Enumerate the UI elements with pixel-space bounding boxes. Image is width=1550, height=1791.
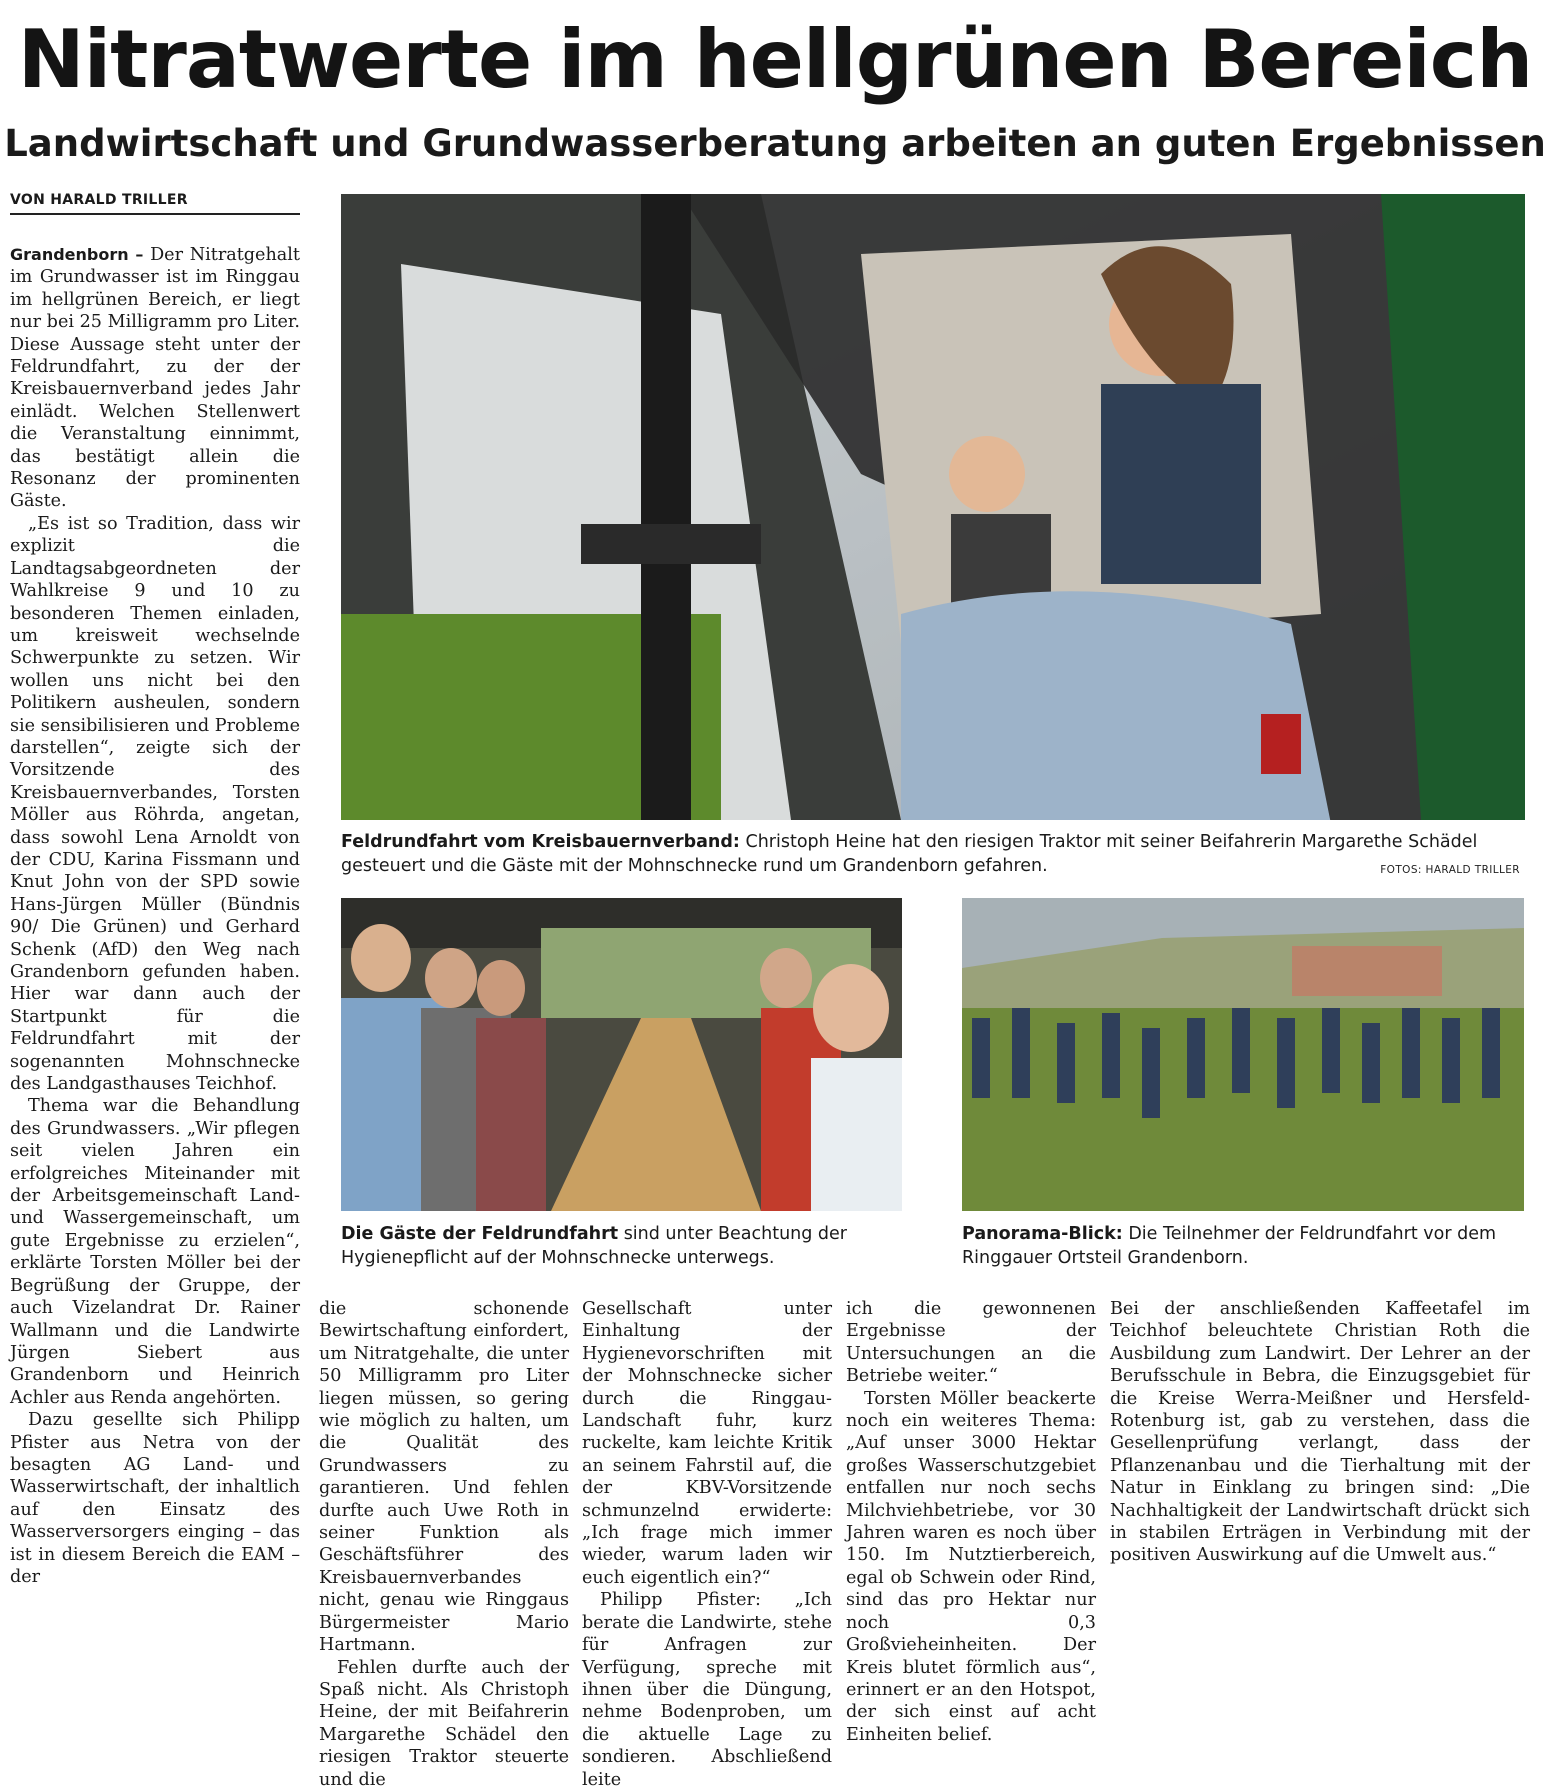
paragraph: Bei der anschließenden Kaffeetafel im Teichhof beleuchtete Christian Roth die Ausbildung zum Landwirt. Der Lehrer an der Berufsschule in Bebra, die Einzugsgebiet für die Kreise Werra-Meißner und Hersfeld-Rotenburg ist, gab zu verstehen, dass die Gesellenprüfung verlangt, dass der Pflanzenanbau und die Tierhaltung mit der Natur in Einklang zu bringen sind: „Die Nachhaltigkeit der Landwirtschaft drückt sich in stabilen Erträgen in Verbindung mit der positiven Auswirkung auf die Umwelt aus.“ [1110,1299,1530,1566]
paragraph: ich die gewonnenen Ergebnisse der Untersuchungen an die Betriebe weiter.“ [846,1299,1096,1387]
headline: Nitratwerte im hellgrünen Bereich [17,13,1533,106]
article-column-2 [319,1298,569,1791]
main-photo-caption [341,830,1525,878]
paragraph: Fehlen durfte auch der Spaß nicht. Als Christoph Heine, der mit Beifahrerin Margarethe Schädel den riesigen Traktor steuerte und die [319,1657,569,1790]
caption-text: Die Teilnehmer der Feldrundfahrt vor dem Ringgauer Ortsteil Grandenborn. [962,1224,1497,1268]
main-photo-tractor [341,194,1525,820]
paragraph: Gesellschaft unter Einhaltung der Hygienevorschriften mit der Mohnschnecke sicher durch die Ringgau-Landschaft fuhr, kurz ruckelte, kam leichte Kritik an seinem Fahrstil auf, die der KBV-Vorsitzende schmunzelnd erwiderte: „Ich frage mich immer wieder, warum laden wir euch eigentlich ein?“ [582,1299,832,1588]
caption-title: Panorama-Blick: [962,1224,1123,1244]
panorama-photo-caption [962,1222,1524,1270]
byline: VON HARALD TRILLER [10,192,300,215]
photo-credit: FOTOS: HARALD TRILLER [1380,864,1520,876]
paragraph: Thema war die Behandlung des Grundwassers. „Wir pflegen seit vielen Jahren ein erfolgreiches Miteinander mit der Arbeitsgemeinschaft Land- und Wassergemeinschaft, um gute Ergebnisse zu erzielen“, erklärte Torsten Möller bei der Begrüßung der Gruppe, der auch Vizelandrat Dr. Rainer Wallmann und die Landwirte Jürgen Siebert aus Grandenborn und Heinrich Achler aus Renda angehörten. [10,1096,300,1408]
guests-photo [341,898,902,1211]
paragraph [10,244,300,513]
article-column-3 [582,1298,832,1791]
paragraph: „Es ist so Tradition, dass wir explizit die Landtagsabgeordneten der Wahlkreise 9 und 10 zu besonderen Themen einladen, um kreisweit wechselnde Schwerpunkte zu setzen. Wir wollen uns nicht bei den Politikern ausheulen, sondern sie sensibilisieren und Probleme darstellen“, zeigte sich der Vorsitzende des Kreisbauernverbandes, Torsten Möller aus Röhrda, angetan, dass sowohl Lena Arnoldt von der CDU, Karina Fissmann und Knut John von der SPD sowie Hans-Jürgen Müller (Bündnis 90/ Die Grünen) und Gerhard Schenk (AfD) den Weg nach Grandenborn gefunden haben. Hier war dann auch der Startpunkt für die Feldrundfahrt mit der sogenannten Mohnschnecke des Landgasthauses Teichhof. [10,513,300,1095]
article-column-1 [10,244,300,1588]
article-column-5 [1110,1298,1530,1567]
article-column-4 [846,1298,1096,1746]
paragraph-text: Der Nitratgehalt im Grundwasser ist im Ringgau im hellgrünen Bereich, er liegt nur bei 25 Milligramm pro Liter. Diese Aussage steht unter der Feldrundfahrt, zu der der Kreisbauernverband jedes Jahr einlädt. Welchen Stellenwert die Veranstaltung einnimmt, das bestätigt allein die Resonanz der prominenten Gäste. [10,245,300,512]
subheadline: Landwirtschaft und Grundwasserberatung arbeiten an guten Ergebnissen [4,122,1546,165]
caption-text: Christoph Heine hat den riesigen Traktor mit seiner Beifahrerin Margarethe Schädel gesteuert und die Gäste mit der Mohnschnecke rund um Grandenborn gefahren. [341,832,1478,876]
paragraph: Philipp Pfister: „Ich berate die Landwirte, stehe für Anfragen zur Verfügung, spreche mit ihnen über die Düngung, nehme Bodenproben, um die aktuelle Lage zu sondieren. Abschließend leite [582,1590,832,1790]
caption-title: Die Gäste der Feldrundfahrt [341,1224,619,1244]
caption-text: sind unter Beachtung der Hygienepflicht auf der Mohnschnecke unterwegs. [341,1224,847,1268]
panorama-photo [962,898,1524,1211]
paragraph: die schonende Bewirtschaftung einfordert, um Nitratgehalte, die unter 50 Milligramm pro Liter liegen müssen, so gering wie möglich zu halten, um die Qualität des Grundwassers zu garantieren. Und fehlen durfte auch Uwe Roth in seiner Funktion als Geschäftsführer des Kreisbauernverbandes nicht, genau wie Ringgaus Bürgermeister Mario Hartmann. [319,1299,569,1656]
guests-photo-caption [341,1222,902,1270]
caption-title: Feldrundfahrt vom Kreisbauernverband: [341,832,740,852]
paragraph: Torsten Möller beackerte noch ein weiteres Thema: „Auf unser 3000 Hektar großes Wasserschutzgebiet entfallen nur noch sechs Milchviehbetriebe, vor 30 Jahren waren es noch über 150. Im Nutztierbereich, egal ob Schwein oder Rind, sind das pro Hektar nur noch 0,3 Großvieheinheiten. Der Kreis blutet förmlich aus“, erinnert er an den Hotspot, der sich einst auf acht Einheiten belief. [846,1388,1096,1745]
paragraph: Dazu gesellte sich Philipp Pfister aus Netra von der besagten AG Land- und Wasserwirtschaft, der inhaltlich auf den Einsatz des Wasserversorgers einging – das ist in diesem Bereich die EAM – der [10,1410,300,1587]
dateline: Grandenborn – [10,245,144,264]
